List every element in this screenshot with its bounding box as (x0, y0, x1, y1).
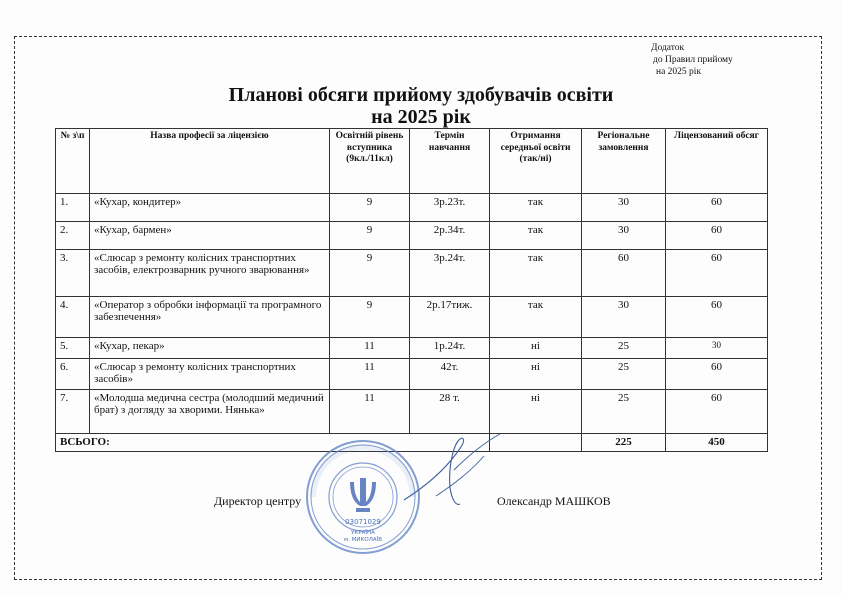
director-name: Олександр МАШКОВ (497, 494, 611, 508)
admission-table (55, 128, 768, 452)
header-licensed: Ліцензований обсяг (666, 129, 768, 194)
cell-profession: «Кухар, бармен» (90, 222, 330, 250)
cell-secondary: так (490, 222, 582, 250)
cell-level: 9 (330, 250, 410, 297)
cell-regional: 30 (582, 194, 666, 222)
cell-profession: «Молодша медична сестра (молодший медичний брат) з догляду за хворими. Нянька» (90, 390, 330, 434)
cell-term: 42т. (410, 359, 490, 390)
cell-level: 9 (330, 194, 410, 222)
cell-term: 28 т. (410, 390, 490, 434)
cell-secondary: ні (490, 390, 582, 434)
director-title: Директор центру (214, 494, 302, 508)
cell-term: 1р.24т. (410, 338, 490, 359)
cell-secondary: так (490, 250, 582, 297)
total-licensed: 450 (666, 434, 768, 452)
cell-regional: 25 (582, 338, 666, 359)
cell-secondary: так (490, 297, 582, 338)
table-row (56, 250, 768, 297)
cell-number: 3. (56, 250, 90, 297)
header-term: Термін навчання (410, 129, 490, 194)
cell-number: 1. (56, 194, 90, 222)
stamp-code: 03071029 (345, 518, 381, 526)
stamp-country: УКРАЇНА (351, 530, 375, 536)
header-level: Освітній рівень вступника (9кл./11кл) (330, 129, 410, 194)
total-label: ВСЬОГО: (56, 434, 490, 452)
cell-number: 7. (56, 390, 90, 434)
addendum-note (651, 42, 733, 78)
cell-regional: 30 (582, 222, 666, 250)
cell-licensed: 60 (666, 359, 768, 390)
header-number: № з\п (56, 129, 90, 194)
stamp-city: м. МИКОЛАЇВ (343, 537, 383, 543)
header-secondary: Отримання середньої освіти (так/ні) (490, 129, 582, 194)
cell-secondary: ні (490, 338, 582, 359)
cell-licensed: 60 (666, 390, 768, 434)
cell-level: 11 (330, 390, 410, 434)
cell-regional: 25 (582, 359, 666, 390)
table-row (56, 297, 768, 338)
header-regional: Регіональне замовлення (582, 129, 666, 194)
table-header-row (56, 129, 768, 194)
cell-level: 11 (330, 338, 410, 359)
table-row (56, 222, 768, 250)
cell-licensed: 60 (666, 194, 768, 222)
cell-profession: «Оператор з обробки інформації та програмного забезпечення» (90, 297, 330, 338)
cell-number: 2. (56, 222, 90, 250)
cell-profession: «Кухар, пекар» (90, 338, 330, 359)
trident-emblem (350, 478, 376, 512)
cell-profession: «Кухар, кондитер» (90, 194, 330, 222)
cell-term: 3р.23т. (410, 194, 490, 222)
cell-level: 11 (330, 359, 410, 390)
document-title (0, 84, 842, 128)
table-row (56, 194, 768, 222)
cell-profession: «Слюсар з ремонту колісних транспортних засобів» (90, 359, 330, 390)
addendum-line-3: на 2025 рік (656, 67, 702, 77)
cell-licensed: 30 (666, 338, 768, 359)
table-row (56, 338, 768, 359)
cell-number: 4. (56, 297, 90, 338)
cell-term: 3р.24т. (410, 250, 490, 297)
cell-secondary: так (490, 194, 582, 222)
addendum-line-1: Додаток (651, 43, 685, 53)
cell-number: 5. (56, 338, 90, 359)
total-regional: 225 (582, 434, 666, 452)
cell-regional: 25 (582, 390, 666, 434)
table-row (56, 359, 768, 390)
cell-licensed: 60 (666, 250, 768, 297)
cell-regional: 60 (582, 250, 666, 297)
title-line-2: на 2025 рік (371, 106, 471, 128)
header-profession: Назва професії за ліцензією (90, 129, 330, 194)
cell-term: 2р.17тиж. (410, 297, 490, 338)
cell-licensed: 60 (666, 222, 768, 250)
cell-level: 9 (330, 297, 410, 338)
cell-level: 9 (330, 222, 410, 250)
cell-number: 6. (56, 359, 90, 390)
addendum-line-2: до Правил прийому (653, 55, 733, 65)
cell-licensed: 60 (666, 297, 768, 338)
cell-secondary: ні (490, 359, 582, 390)
cell-term: 2р.34т. (410, 222, 490, 250)
cell-regional: 30 (582, 297, 666, 338)
title-line-1: Планові обсяги прийому здобувачів освіти (228, 84, 614, 106)
cell-profession: «Слюсар з ремонту колісних транспортних засобів, електрозварник ручного зварювання» (90, 250, 330, 297)
